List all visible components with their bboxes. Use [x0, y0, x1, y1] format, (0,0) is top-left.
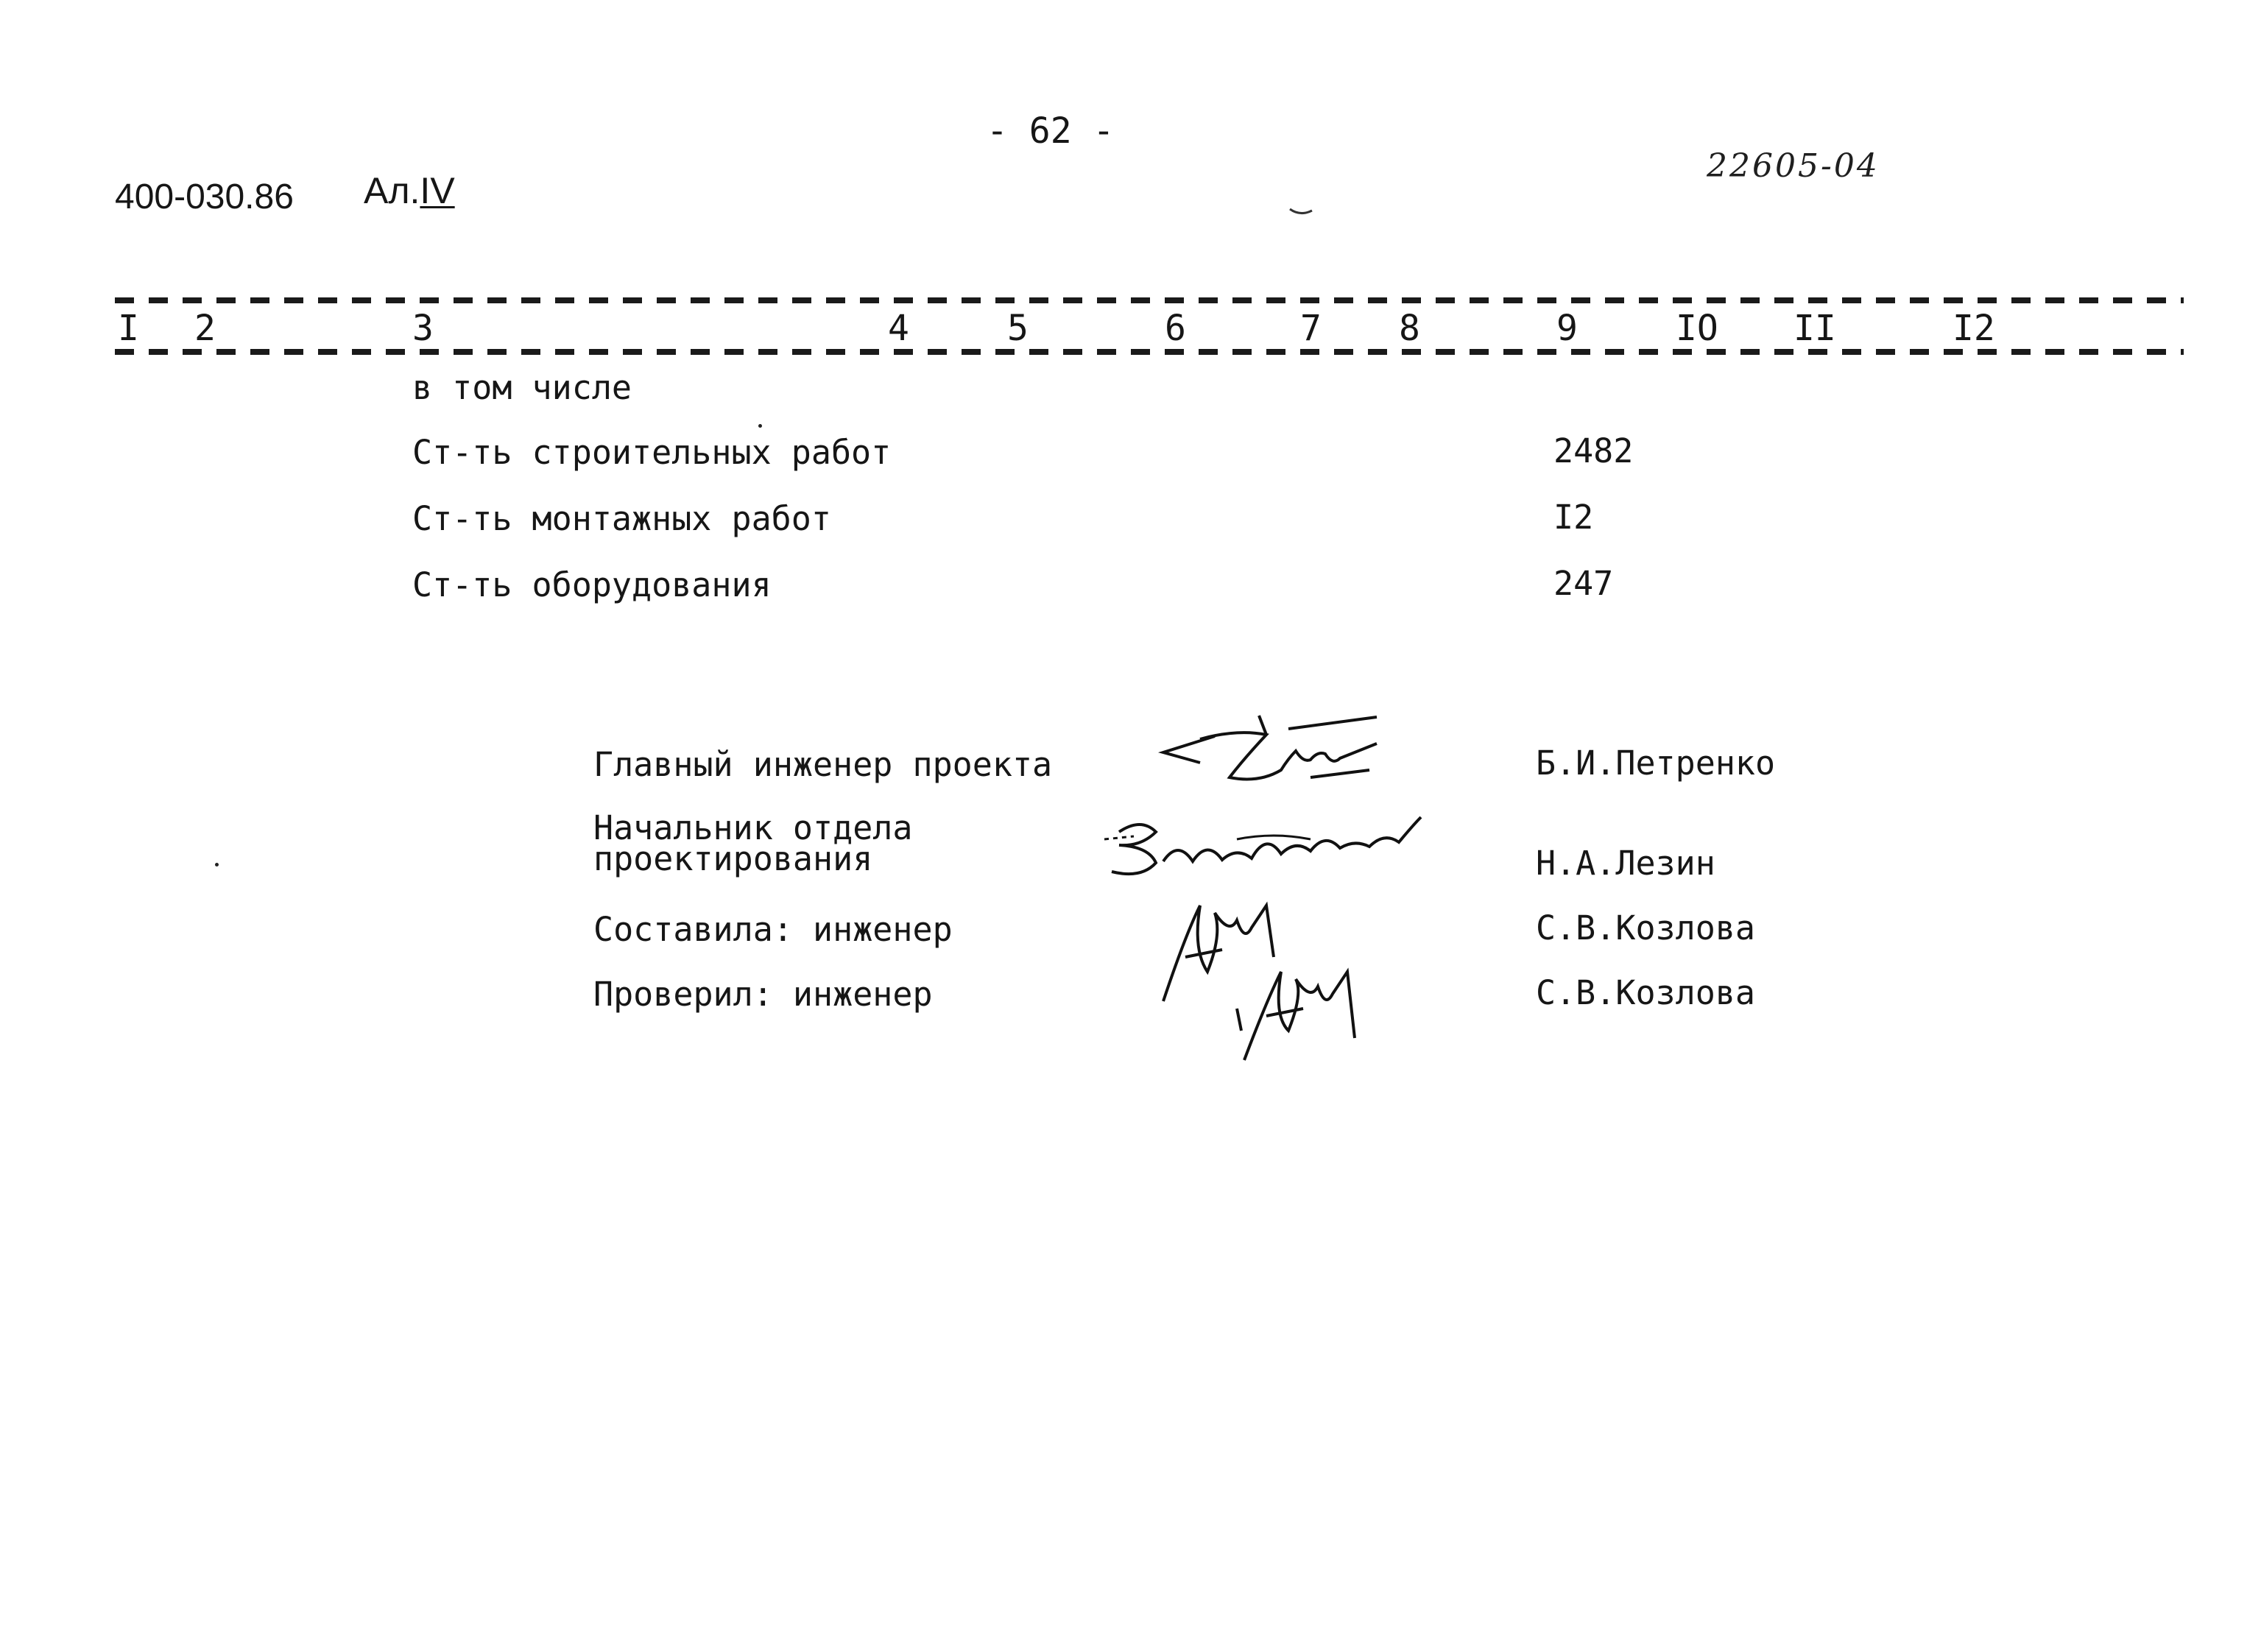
row-label: Ст-ть строительных работ	[412, 433, 892, 472]
signature-image	[1156, 891, 1377, 1067]
signature-name: Б.И.Петренко	[1536, 744, 1776, 783]
signature-role: Проверил: инженер	[593, 975, 933, 1014]
signature-role: Главный инженер проекта	[593, 745, 1053, 784]
signature-image	[1090, 810, 1436, 891]
signature-role: Составила: инженер	[593, 910, 953, 949]
row-label: Ст-ть монтажных работ	[412, 499, 831, 538]
stray-dot	[215, 863, 219, 866]
signature-role-line: Начальник отдела	[593, 808, 913, 847]
album-prefix: Ал.	[364, 170, 420, 211]
row-label: в том числе	[412, 368, 632, 407]
column-number: 4	[888, 308, 909, 349]
document-code: 400-030.86	[115, 177, 294, 216]
signature-role	[593, 808, 913, 878]
column-number: 7	[1300, 308, 1322, 349]
column-number: 8	[1399, 308, 1420, 349]
signature-role-line: проектирования	[593, 839, 873, 878]
column-number: 3	[412, 308, 434, 349]
stray-dot	[758, 424, 762, 428]
column-number: IO	[1676, 308, 1718, 349]
column-number: I2	[1953, 308, 1995, 349]
album-label	[364, 169, 455, 212]
column-number: 5	[1007, 308, 1029, 349]
column-number: II	[1793, 308, 1836, 349]
stamp-number: 22605-04	[1707, 147, 1880, 185]
table-bottom-rule	[115, 349, 2184, 355]
row-label: Ст-ть оборудования	[412, 565, 772, 604]
column-number: 9	[1556, 308, 1578, 349]
column-number: I	[118, 308, 139, 349]
table-top-rule	[115, 297, 2184, 303]
column-number: 6	[1165, 308, 1186, 349]
signature-name: С.В.Козлова	[1536, 973, 1756, 1012]
album-roman-numeral: IV	[420, 170, 455, 211]
signature-name: Н.А.Лезин	[1536, 844, 1715, 883]
row-value: 247	[1553, 564, 1614, 603]
signature-name: С.В.Козлова	[1536, 908, 1756, 947]
column-number: 2	[194, 308, 216, 349]
tick-mark	[1287, 205, 1316, 219]
row-value: 2482	[1553, 431, 1634, 470]
signature-image	[1156, 707, 1391, 795]
row-value: I2	[1553, 498, 1594, 537]
page-number: - 62 -	[987, 110, 1115, 152]
